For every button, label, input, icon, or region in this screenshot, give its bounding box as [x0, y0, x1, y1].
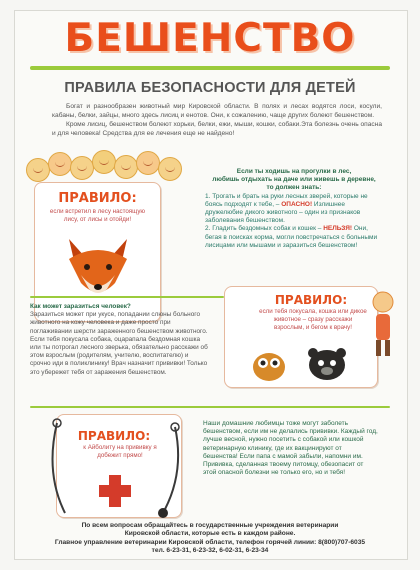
footer-line-2: Кировской области, которые есть в каждом районе.: [124, 530, 296, 538]
leash-illustration: [45, 413, 185, 519]
intro-paragraph-1: Богат и разнообразен животный мир Кировской области. В полях и лесах водятся лоси, косули, кабаны, белки, зайцы, много здесь лисиц и енотов. Они, к сожалению, чаще других болеют бешенством.: [52, 103, 382, 119]
intro-text: [52, 102, 382, 138]
divider-bottom: [30, 406, 390, 408]
divider-top: [30, 66, 390, 70]
pets-vaccination-text: Наши домашние любимцы тоже могут заболеть бешенством, если им не делались прививки. Каждый год, лучше весной, нужно посетить с собакой или кошкой ветеринарную клинику, где их вакцинируют от бешенства! Если папа с мамой забыли, напомни им. Прививка, сделанная твоему питомцу, обезопасит от этой опасной болезни не только его, но и тебя!: [203, 420, 378, 477]
rule-item-2-warning: НЕЛЬЗЯ!: [323, 225, 353, 233]
footer-line-4: тел. 6-23-31, 6-23-32, 6-02-31, 6-23-34: [151, 546, 269, 554]
rule-item-2-tail: Они, бегая в поисках корма, могли повстречаться с больными лисицами или мышами и заразиться бешенством!: [205, 225, 378, 249]
pet-toys-icon: [247, 343, 357, 383]
page-subtitle: ПРАВИЛА БЕЗОПАСНОСТИ ДЛЯ ДЕТЕЙ: [64, 80, 356, 96]
infection-info: [30, 303, 210, 377]
child-figure-icon: [370, 290, 396, 360]
contacts-footer: [30, 522, 390, 555]
rule-item-1-text: 1. Трогать и брать на руки лесных зверей, которые не боясь подходят к тебе, –: [205, 192, 368, 208]
rule-title: ПРАВИЛО:: [274, 293, 348, 307]
walk-rules-text: [205, 168, 383, 250]
page-title: БЕШЕНСТВО: [64, 16, 356, 61]
rule-card-fox: [34, 182, 161, 322]
rule-text: если встретил в лесу настоящую лису, от лисы и отойди!: [49, 208, 146, 223]
rule-item-1: [205, 193, 383, 226]
fox-icon: [63, 235, 133, 301]
rule-card-pets: [224, 286, 378, 388]
rule-item-1-tail: Излишнее дружелюбие дикого животного – один из признаков заболевания бешенством.: [205, 200, 361, 225]
walk-rules-heading: [205, 168, 383, 193]
infection-question: Как может заразиться человек?: [30, 303, 131, 310]
heading-line-1: Если ты ходишь на прогулки в лес,: [236, 168, 352, 175]
rule-item-1-warning: ОПАСНО!: [281, 200, 313, 208]
rule-item-2: [205, 225, 383, 250]
rule-text: к Айболиту на прививку я добежит прямо!: [83, 444, 157, 459]
heading-line-2: любишь отдыхать на даче или живешь в деревне,: [212, 176, 376, 184]
footer-line-1: По всем вопросам обращайтесь в государственные учреждения ветеринарии: [81, 522, 339, 529]
rule-text: если тебя покусала, кошка или дикое животное – сразу расскажи взрослым, и бегом к врачу!: [259, 308, 367, 331]
rule-title: ПРАВИЛО:: [77, 429, 151, 443]
children-illustration: [26, 150, 196, 184]
footer-line-3: Главное управление ветеринарии Кировской области, телефон горячей линии: 8(800)707-6035: [54, 538, 366, 546]
rule-item-2-text: 2. Гладить бездомных собак и кошек –: [205, 225, 322, 233]
heading-line-3: то должен знать:: [266, 184, 322, 192]
infection-text: Заразиться может при укусе, попадании слюны больного животного на кожу человека и даже просто при поглаживании шерсти зараженного бешенством животного. Если тебя покусала собака, оцарапала бездомная кошка или ты потрогал лесного зверька, обязательно расскажи об этом взрослым (родителям, учителю, воспитателю) и срочно иди в поликлинику! Врач назначит прививки! Только это убережет тебя от заражения бешенством.: [30, 311, 208, 376]
divider-middle: [30, 296, 224, 298]
rule-title: ПРАВИЛО:: [58, 191, 137, 206]
rule-card-doctor: [56, 414, 182, 518]
intro-paragraph-2: Кроме лисиц, бешенством болеют хорьки, белки, ежи, мыши, кошки, собаки.Эта болезнь очень опасна и для человека! Средства для ее лечения еще не найдено!: [52, 121, 382, 137]
